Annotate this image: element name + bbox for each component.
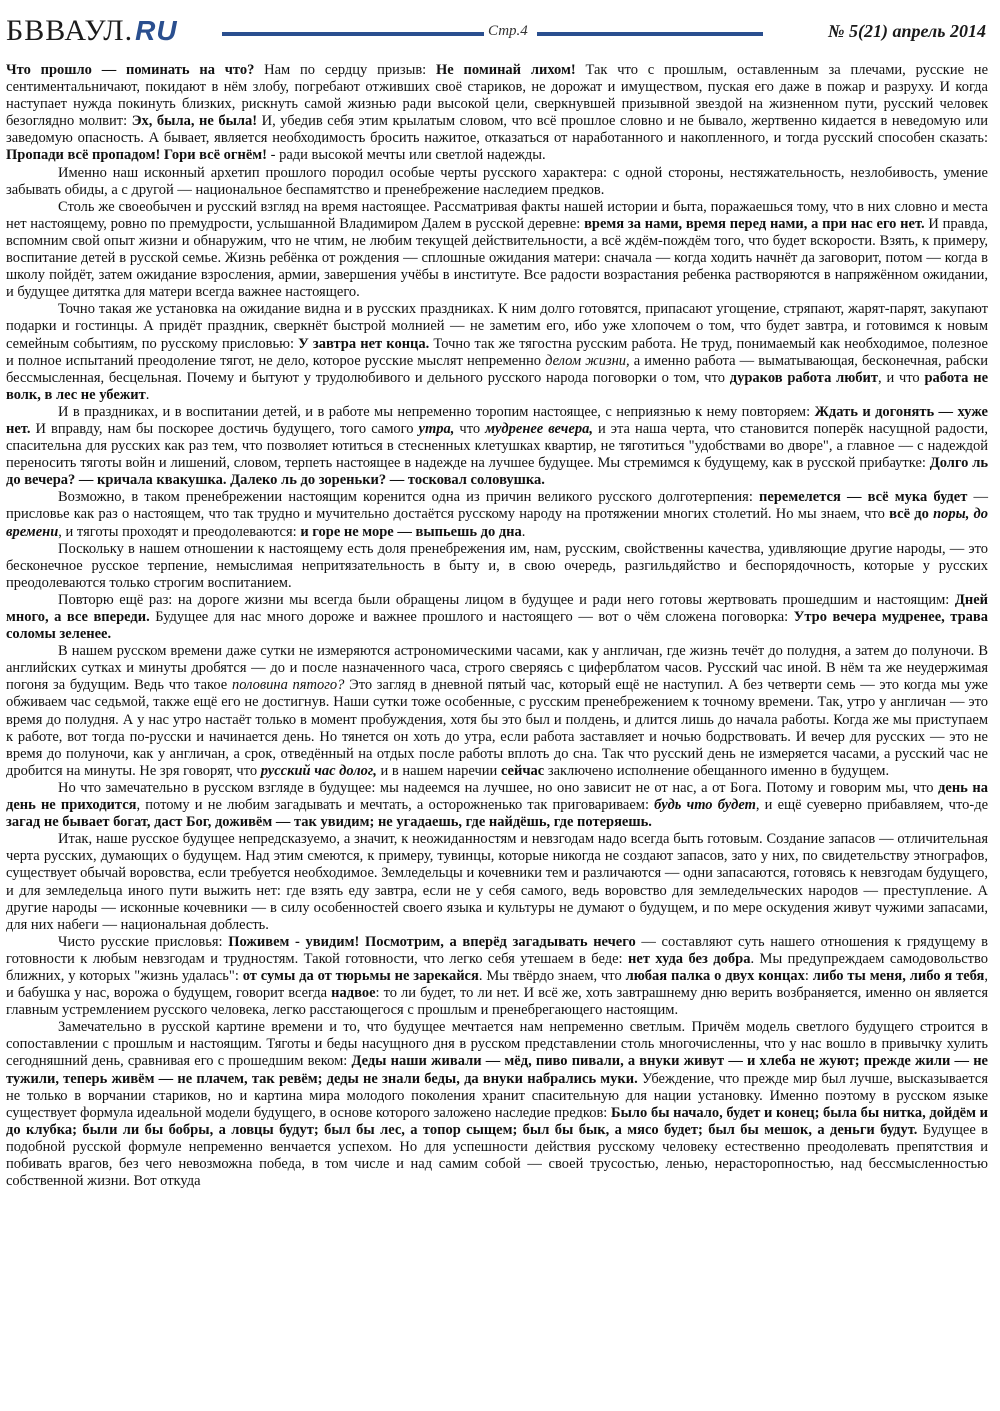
article-paragraph — [6, 301, 988, 404]
text-run: дураков работа любит — [729, 369, 879, 386]
text-run: , и бабушка у нас, ворожа о будущем, говорит всегда — [6, 967, 988, 1002]
text-run: В нашем русском времени даже сутки не измеряются астрономическими часами, как у англичан, где жизнь течёт до полудня, а затем до полуночи. В английских сутках и минуты дробятся — до и после назначенного часа, строго сверяясь с циферблатом часов. Русский час иной. В нём та же неудержимая погоня за будущим. Ведь что такое — [6, 643, 988, 694]
brand-domain: RU — [135, 15, 178, 46]
text-run: Что прошло — поминать на что? — [6, 62, 255, 78]
article-paragraph — [6, 541, 988, 592]
text-run: Эх, была, не была! — [131, 113, 258, 130]
text-run: — составляют суть нашего отношения к грядущему в готовности к любым невзгодам и трудностям. Такой готовности, что легко себя утешаем в беде: — [6, 933, 988, 967]
text-run: перемелется — всё мука будет — [759, 489, 968, 506]
text-run: . Мы твёрдо знаем, что — [478, 967, 626, 984]
text-run: загад не бывает богат, даст Бог, доживём — так увидим; не угадаешь, где найдёшь, где потеряешь. — [6, 814, 652, 831]
masthead — [0, 0, 1000, 60]
text-run: И правда, вспомним свой опыт жизни и обнаружим, что не чтим, не любим текущей действительности, а всё ждём-пождём того, что будет вскорости. Взять, к примеру, воспитание детей в русской семье. Жизнь ребёнка от рождения — сплошные ожидания матери: сначала — когда ходить начнёт да заговорит, потом — когда в школу пойдёт, затем ожидание взросления, армии, завершения учёбы в институте. Все радости возрастания ребенка растворяются в напряжённом ожидании, и будущее дитятка для матери всегда важнее настоящего. — [6, 215, 988, 301]
header-rule-right — [537, 32, 763, 36]
text-run: Повторю ещё раз: на дороге жизни мы всегда были обращены лицом в будущее и ради него готовы жертвовать прошедшим и настоящим: — [58, 591, 955, 608]
text-run: русский час долог, — [260, 762, 377, 779]
article-paragraph — [6, 934, 988, 1019]
text-run: и горе не море — выпьешь до дна — [300, 523, 522, 540]
text-run: Не поминай лихом! — [436, 62, 576, 78]
text-run: Именно наш исконный архетип прошлого породил особые черты русского характера: с одной стороны, нестяжательность, незлобивость, умение забывать обиды, а с другой — национальное беспамятство и пренебрежение наследием предков. — [6, 164, 988, 198]
text-run: Но что замечательно в русском взгляде в будущее: мы надеемся на лучшее, но оно зависит не от нас, а от Бога. Потому и говорим мы, что — [58, 779, 939, 796]
text-run: Дней много, а все впереди. — [6, 591, 988, 625]
text-run: , и тяготы проходят и преодолеваются: — [58, 523, 301, 540]
text-run: У завтра нет конца. — [298, 335, 430, 352]
text-run: а именно работа — выматывающая, бесконечная, рабски бессмысленная, бесцельная. Почему и бытуют у трудолюбивого и дельного русского народа поговорки о том, что — [6, 352, 988, 386]
text-run: И вправду, нам бы поскорее достичь будущего, того самого — [30, 420, 419, 437]
text-run: что — [454, 420, 486, 437]
text-run: . — [145, 386, 150, 403]
text-run: , и что — [878, 369, 925, 386]
text-run: - ради высокой мечты или светлой надежды. — [267, 147, 546, 164]
article-paragraph — [6, 643, 988, 780]
article-paragraph — [6, 831, 988, 934]
text-run: . Мы предупреждаем самодовольство ближних, у которых "жизнь удалась": — [6, 950, 988, 984]
text-run: любая палка о двух концах — [625, 967, 805, 984]
text-run: : то ли будет, то ли нет. И всё же, хоть завтрашнему дню верить возбраняется, именно он является главным устремлением русского человека, легко расстающегося с прошлым и пренебрегающего настоящим. — [6, 985, 988, 1019]
text-run: Пропади всё пропадом! Гори всё огнём! — [6, 147, 268, 164]
text-run: половина пятого? — [231, 677, 345, 694]
text-run: Это загляд в дневной пятый час, который ещё не наступил. А без четверти семь — это когда мы уже обживаем час седьмой, также ещё его не достигнув. Наши сутки тоже особенные, с русским пренебрежением к точному времени. Так, утро у англичан — это время до полудня. А у нас утро настаёт только в момент пробуждения, хотя бы это был и полдень, и длится лишь до начала работы. Когда же мы приступаем к работе, вот тогда по-русски и начинается день. Но тянется он хоть до утра, если работа заставляет и ночью бодрствовать. И вечер для русских — это не время до полуночи, как у англичан, а срок, отведённый на отдых после работы вплоть до сна. Так что русский день не измеряется часами, а русский час не дробится на минуты. Не зря говорят, что — [6, 677, 988, 779]
text-run: утра, — [418, 420, 455, 437]
text-run: Поживем - увидим! Посмотрим, а вперёд загадывать нечего — [228, 933, 636, 950]
text-run: . — [521, 523, 526, 540]
article-paragraph — [6, 592, 988, 643]
text-run: и в нашем наречии — [376, 762, 501, 779]
article-paragraph — [6, 404, 988, 489]
text-run: Итак, наше русское будущее непредсказуемо, а значит, к неожиданностям и невзгодам надо всегда быть готовым. Создание запасов — отличительная черта русских, думающих о будущем. Над этим смеются, к примеру, тувинцы, которые никогда не создают запасов, зато у них, по свидетельству этнографов, существует обычай воровства, если требуется необходимое. Земледельцы и кочевники тем и различаются — одни запасаются, готовясь к невзгодам будущего, и для земледельца иного пути выжить нет: где взять еду завтра, если не у себя самого, ведь воровство для земледельческих народов — преступление. А другие народы — исконные кочевники — в силу особенностей своего языка и культуры не думают о будущем, и по мере оскудения живут чужими запасами, для них набеги — национальная доблесть. — [6, 831, 988, 933]
text-run: Было бы начало, будет и конец; была бы нитка, дойдём и до клубка; были ли бы бобры, а ловцы будут; был бы лес, а топор сыщем; был бы бык, а мясо будет; был бы мешок, а деньги будут. — [6, 1104, 988, 1138]
article-paragraph — [6, 165, 988, 199]
text-run: делом жизни, — [545, 352, 630, 369]
text-run: , потому и не любим загадывать и мечтать, а осторожненько так приговариваем: — [136, 797, 655, 814]
text-run: всё до — [889, 506, 934, 523]
text-run: будь что будет — [654, 797, 756, 814]
text-run: Замечательно в русской картине времени и то, что будущее мечтается нам непременно светлым. Причём модель светлого будущего строится в сопоставлении с прошлым и настоящим. Тяготы и беды насущного дня в русском представлении столь многочисленны, что у нас вошло в привычку хулить сегодняшний день, сравнивая его с прошедшим веком: — [6, 1019, 988, 1070]
text-run: Убеждение, что прежде мир был лучше, высказывается не только в ворчании стариков, но и картина мира молодого поколения хранит спасительную для нации установку. Именно поэтому в русском языке существует формула идеальной модели будущего, в основе которого заложено наследие предков: — [6, 1070, 988, 1121]
text-run: И в праздниках, и в воспитании детей, и в работе мы непременно торопим настоящее, с неприязнью к нему повторяем: — [58, 403, 815, 420]
text-run: заключено исполнение обещанного именно в будущем. — [544, 762, 890, 779]
page-number: Стр.4 — [488, 23, 528, 39]
text-run: Будущее для нас много дороже и важнее прошлого и настоящего — вот о чём сложена поговорка: — [149, 609, 794, 625]
site-logo — [6, 14, 178, 48]
issue-info: № 5(21) апрель 2014 — [828, 21, 986, 41]
text-run: Деды наши живали — мёд, пиво пивали, а внуки живут — и хлеба не жуют; прежде жили — не тужили, теперь живём — не плачем, так ревём; деды не знали беды, да внуки набрались муки. — [6, 1053, 988, 1087]
text-run: сейчас — [500, 762, 545, 779]
text-run: надвое — [331, 985, 376, 1002]
text-run: Точно такая же установка на ожидание видна и в русских праздниках. К ним долго готовятся, припасают угощение, стряпают, жарят-парят, закупают подарки и гостинцы. А придёт праздник, сверкнёт быстрой молнией — не заметим его, ибо уже хлопочем о том, что будет завтра, и готовимся к новым семейным событиям, по русскому присловью: — [6, 301, 988, 352]
text-run: Нам по сердцу призыв: — [254, 62, 437, 78]
text-run: работа не волк, в лес не убежит — [6, 369, 988, 403]
text-run: Ждать и догонять — хуже нет. — [6, 403, 988, 437]
text-run: Так что с прошлым, оставленным за плечами, русские не сентиментальничают, покидают в нём злобу, погребают отживших своё стариков, не дорожат и имуществом, пуская его даже в пожар и разруху. И когда наступает нужда покинуть близких, рискнуть самой жизнью ради высокой цели, сверкнувшей призывной звездой на жизненном пути, русский человек безоглядно молвит: — [6, 62, 988, 130]
text-run: день на день не приходится — [6, 779, 988, 814]
text-run: Чисто русские присловья: — [58, 933, 229, 950]
text-run: : — [804, 967, 813, 984]
text-run: Будущее в подобной русской формуле непременно венчается успехом. Но для успешности действия русскому человеку естественно преодолевать препятствия и побивать врагов, без чего невозможна победа, в том числе и над самим собой — своей трусостью, ленью, нерасторопностью, над бессмысленностью собственной жизни. Вот откуда — [6, 1121, 988, 1190]
text-run: от сумы да от тюрьмы не зарекайся — [242, 967, 479, 984]
text-run: Утро вечера мудренее, трава соломы зеленее. — [6, 609, 988, 643]
header-rule-left — [222, 32, 484, 36]
text-run: Долго ль до вечера? — кричала квакушка. Далеко ль до зореньки? — тосковал соловушка. — [6, 455, 988, 489]
text-run: Возможно, в таком пренебрежении настоящим коренится одна из причин великого русского долготерпения: — [58, 489, 760, 506]
text-run: поры, до времени — [6, 506, 988, 540]
text-run: мудренее вечера, — [485, 420, 593, 437]
text-run: и эта наша черта, что становится поперёк насущной радости, спасительна для русских как раз тем, что позволяет ютиться в стесненных клетушках квартир, не тяготиться "удобствами во дворе", а главное — с надеждой переносить тяготы войн и лишений, словом, терпеть настоящее в надежде на лучшее будущее. Мы стремимся к будущему, как в русской прибаутке: — [6, 420, 988, 472]
text-run: Поскольку в нашем отношении к настоящему есть доля пренебрежения им, нам, русским, свойственны качества, удивляющие другие народы, — это бесконечное русское терпение, немыслимая непритязательность в быту и, в свою очередь, разгильдяйство и беспорядочность, которые у русских преодолеваются только строгим воспитанием. — [6, 540, 988, 591]
article-paragraph — [6, 62, 988, 165]
text-run: Точно так же тягостна русским работа. Не труд, понимаемый как необходимое, полезное и полное испытаний преодоление тягот, не дело, которое русские мыслят непременно — [6, 335, 988, 369]
article-paragraph — [6, 1019, 988, 1190]
article-paragraph — [6, 199, 988, 302]
article-body — [6, 62, 988, 1190]
article-paragraph — [6, 489, 988, 540]
text-run: И, убедив себя этим крылатым словом, что всё прошлое словно и не бывало, жертвенно кидается в неведомую или заведомую опасность. А бывает, является необходимость бросить нажитое, отказаться от наработанного и накопленного, и тогда русский способен сказать: — [6, 113, 988, 147]
text-run: либо ты меня, либо я тебя — [812, 967, 985, 984]
text-run: , и ещё суеверно прибавляем, что-де — [755, 797, 989, 814]
text-run: нет худа без добра — [628, 950, 751, 967]
brand-name: БВВАУЛ. — [6, 14, 134, 47]
text-run: — присловье как раз о настоящем, что так трудно и мучительно достаётся русскому народу на протяжении многих столетий. Но мы знаем, что — [6, 489, 989, 523]
text-run: Столь же своеобычен и русский взгляд на время настоящее. Рассматривая факты нашей истории и быта, поражаешься тому, что в них словно и места нет настоящему, ровно по премудрости, услышанной Владимиром Далем в русской деревне: — [6, 198, 988, 232]
article-paragraph — [6, 780, 988, 831]
text-run: время за нами, время перед нами, а при нас его нет. — [584, 215, 925, 232]
